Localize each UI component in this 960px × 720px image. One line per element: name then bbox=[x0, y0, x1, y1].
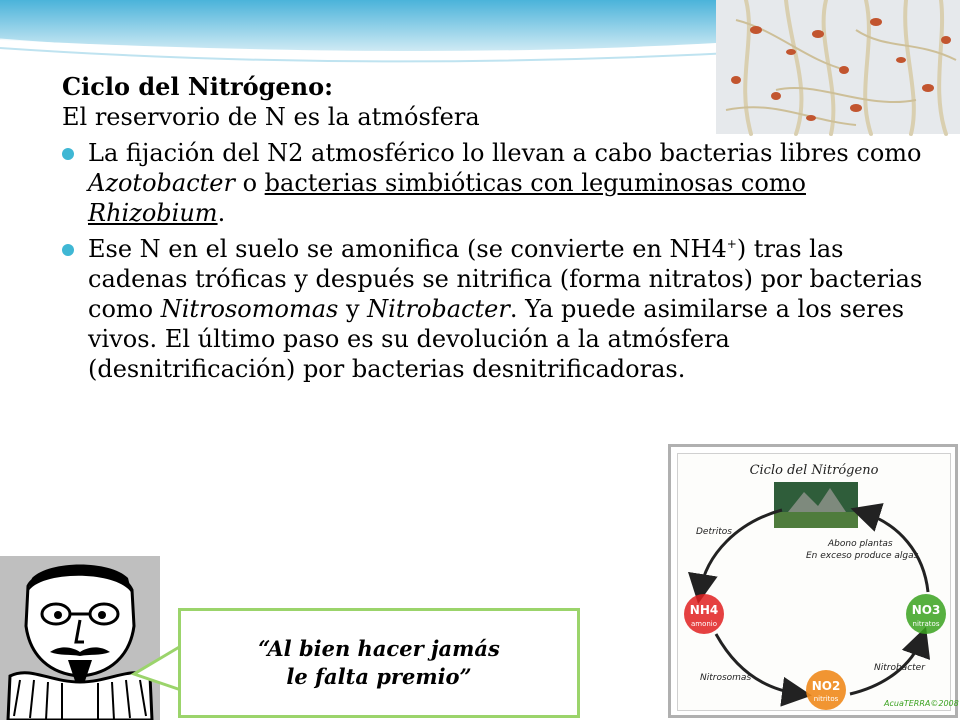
bullet2-superscript: + bbox=[726, 237, 737, 251]
label-nitrosomas: Nitrosomas bbox=[700, 673, 752, 683]
bullet2-text-1: Ese N en el suelo se amonifica (se convierte en NH4 bbox=[88, 235, 727, 263]
slide-subtitle: El reservorio de N es la atmósfera bbox=[62, 103, 480, 131]
no2-sublabel: nitritos bbox=[813, 695, 839, 703]
no3-sublabel: nitratos bbox=[912, 620, 940, 628]
quote-line-1: “Al bien hacer jamás bbox=[258, 636, 500, 661]
nh4-sublabel: amonio bbox=[690, 620, 718, 628]
bullet2-nitrobacter: Nitrobacter bbox=[367, 295, 510, 323]
bullet2-text-4: y bbox=[338, 295, 368, 323]
bullet1-text-3: o bbox=[234, 169, 265, 197]
quote-box bbox=[178, 608, 580, 718]
bullet1-azotobacter: Azotobacter bbox=[88, 169, 235, 197]
diagram-title: Ciclo del Nitrógeno bbox=[749, 463, 879, 478]
arrow-nitrosomas bbox=[716, 634, 800, 694]
bullet2-text-6: . Ya puede asimilarse a los seres vivos. El último paso es su devolución a la atmósfera (desnitrificación) por bacterias desnitrificadoras. bbox=[88, 295, 905, 383]
slide-title: Ciclo del Nitrógeno: bbox=[62, 72, 333, 101]
label-abono-1: Abono plantas bbox=[828, 539, 893, 549]
diagram-canvas bbox=[677, 453, 959, 711]
nh4-label: NH4 bbox=[689, 603, 719, 617]
bullet2-text-2: ) tras las cadenas tróficas y después se nitrifica (forma nitratos) por bacterias como bbox=[88, 235, 923, 323]
bullet1-text-1: La fijación del N2 atmosférico lo llevan a cabo bacterias libres como bbox=[88, 139, 922, 167]
slide-body bbox=[62, 72, 932, 384]
nitrogen-cycle-diagram bbox=[668, 444, 958, 718]
bullet1-text-4: bacterias simbióticas con leguminosas como bbox=[264, 169, 806, 197]
no3-label: NO3 bbox=[911, 603, 941, 617]
arrow-detritos bbox=[700, 510, 782, 592]
bullet1-rhizobium: Rhizobium bbox=[88, 199, 218, 227]
diagram-svg bbox=[678, 454, 959, 710]
bullet2-nitrosomomas: Nitrosomomas bbox=[160, 295, 339, 323]
label-nitrobacter: Nitrobacter bbox=[874, 663, 925, 673]
label-abono-2: En exceso produce algas bbox=[806, 551, 919, 561]
quote-text bbox=[181, 635, 577, 691]
bullet-ammonification bbox=[62, 234, 932, 384]
label-detritos: Detritos bbox=[696, 527, 732, 537]
no2-label: NO2 bbox=[811, 679, 841, 693]
diagram-credit: AcuaTERRA©2008 bbox=[884, 699, 959, 708]
bullet1-text-6: . bbox=[217, 199, 226, 227]
quote-line-2: le falta premio” bbox=[286, 664, 472, 689]
bullet-fixation bbox=[62, 138, 932, 228]
